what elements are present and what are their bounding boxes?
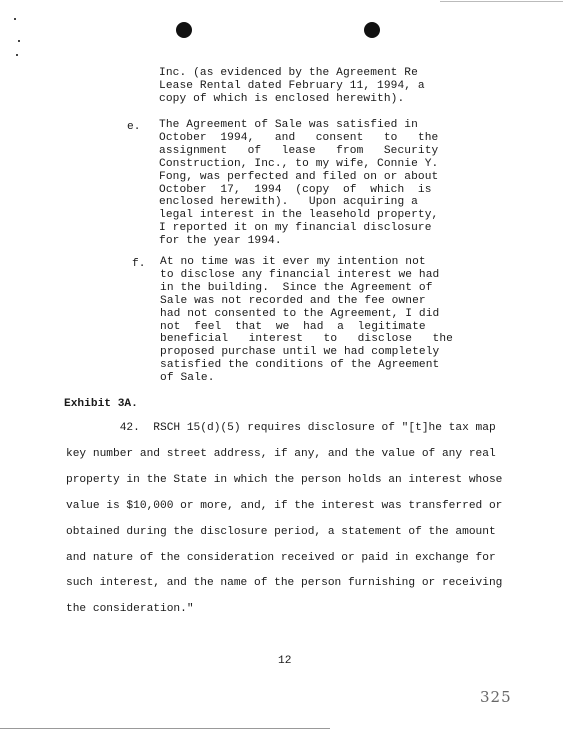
item-marker-f: f.: [132, 258, 146, 270]
scan-speck: [14, 18, 16, 20]
scan-bottom-line: [0, 728, 330, 729]
scan-speck: [18, 40, 20, 42]
scan-edge-line: [440, 1, 563, 2]
bates-stamp: 325: [480, 688, 512, 706]
item-marker-e: e.: [127, 121, 141, 133]
exhibit-heading: Exhibit 3A.: [64, 398, 138, 410]
paragraph-42: 42. RSCH 15(d)(5) requires disclosure of "[t]he tax map key number and street address, if any, and the value of any real property in the State in which the person holds an interest whose value is $10,000 or more, and, if the interest was transferred or obtained during the disclosure period, a statement of the amount and nature of the consideration received or paid in exchange for such interest, and the name of the person furnishing or receiving the consideration.": [66, 422, 503, 616]
punch-hole-left: [176, 22, 192, 38]
punch-hole-right: [364, 22, 380, 38]
item-e-text: The Agreement of Sale was satisfied in October 1994, and consent to the assignment of lease from Security Construction, Inc., to my wife, Connie Y. Fong, was perfected and filed on or about October 17, 1994 (copy of which is enclosed herewith). Upon acquiring a legal interest in the leasehold property, I reported it on my financial disclosure for the year 1994.: [159, 119, 439, 248]
page-number: 12: [278, 655, 292, 667]
continued-paragraph: Inc. (as evidenced by the Agreement Re Lease Rental dated February 11, 1994, a copy of which is enclosed herewith).: [159, 67, 425, 105]
item-f-text: At no time was it ever my intention not to disclose any financial interest we had in the building. Since the Agreement of Sale was not recorded and the fee owner had not consented to the Agreement, I did not feel that we had a legitimate beneficial interest to disclose the proposed purchase until we had completely satisfied the conditions of the Agreement of Sale.: [160, 256, 453, 385]
scan-speck: [16, 54, 18, 56]
